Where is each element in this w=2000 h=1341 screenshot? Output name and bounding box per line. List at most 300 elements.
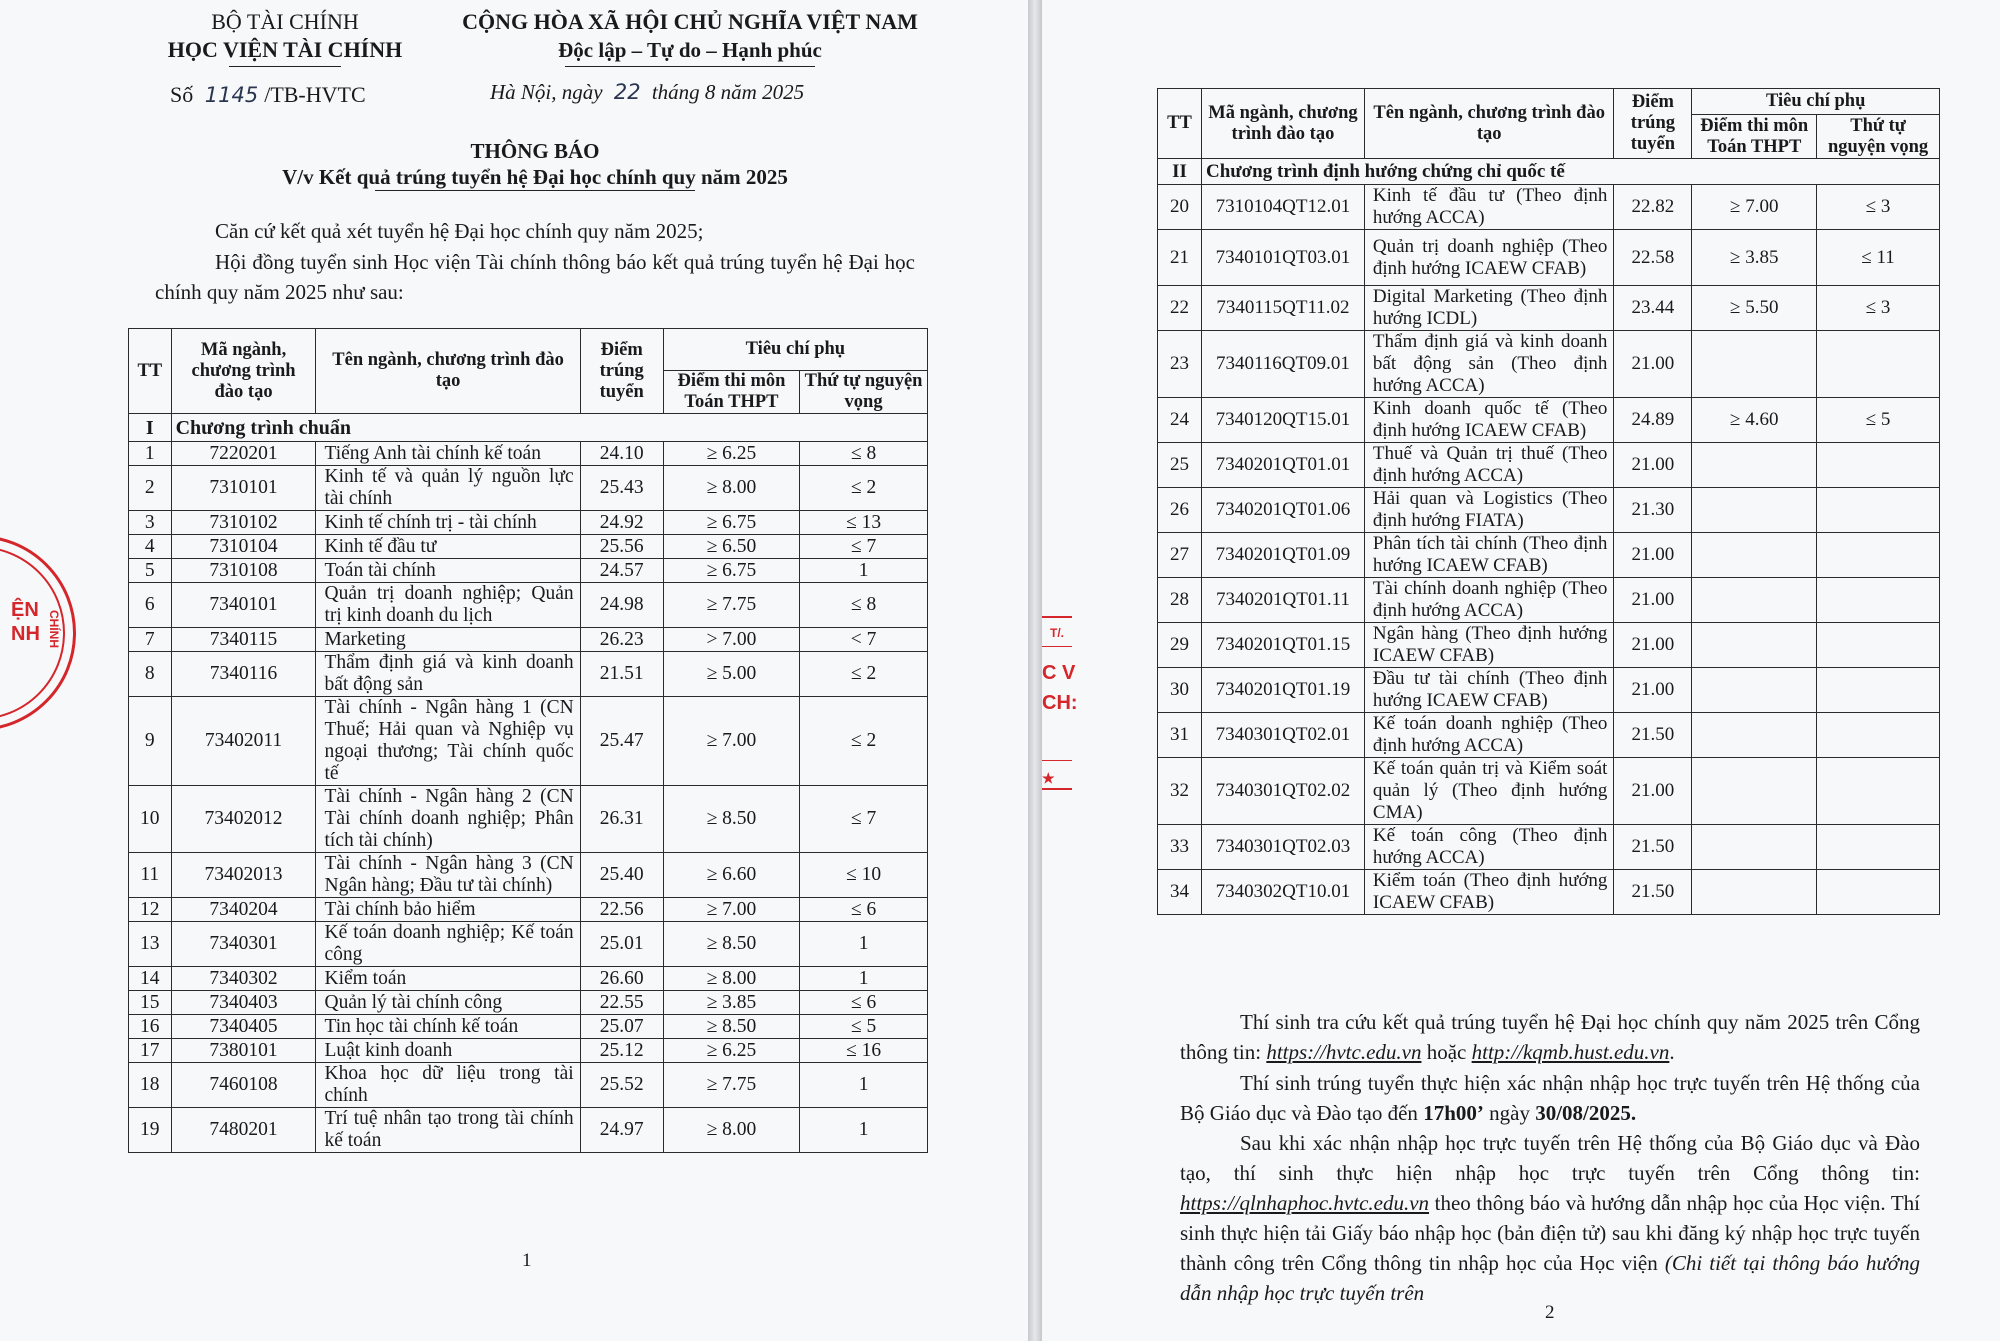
program-name: Kế toán quản trị và Kiểm soát quản lý (Theo định hướng CMA) [1364,758,1614,825]
priority-criterion [1817,578,1940,623]
stamp-ring-text: CHÍNH [47,610,61,648]
row-number: 5 [129,559,172,583]
program-name: Khoa học dữ liệu trong tài chính [316,1063,580,1108]
table-row [129,922,928,967]
program-name: Kinh tế và quản lý nguồn lực tài chính [316,466,580,511]
program-name: Kinh tế đầu tư (Theo định hướng ACCA) [1364,185,1614,230]
admission-score: 21.00 [1614,623,1692,668]
math-score-criterion [1692,623,1817,668]
priority-criterion: ≤ 10 [800,853,928,898]
enroll-text: Sau khi xác nhận nhập học trực tuyến trên Hệ thống của Bộ Giáo dục và Đào tạo, thí sinh thực hiện nhập học trực tuyến trên Cổng thông tin: [1180,1131,1920,1185]
program-name: Quản lý tài chính công [316,991,580,1015]
table-row [1158,286,1940,331]
table-row [129,628,928,652]
priority-criterion: ≤ 16 [800,1039,928,1063]
paragraph-basis: Căn cứ kết quả xét tuyển hệ Đại học chính quy năm 2025; [215,219,704,243]
admission-score: 21.00 [1614,578,1692,623]
admission-score: 25.12 [580,1039,663,1063]
math-score-criterion: ≥ 6.25 [663,1039,799,1063]
priority-criterion: 1 [800,559,928,583]
math-score-criterion: ≥ 8.00 [663,1108,799,1153]
program-name: Thẩm định giá và kinh doanh bất động sản [316,652,580,697]
math-score-criterion: ≥ 8.00 [663,466,799,511]
row-number: 25 [1158,443,1202,488]
priority-criterion [1817,825,1940,870]
row-number: 2 [129,466,172,511]
or-text: hoặc [1426,1040,1467,1064]
admission-score: 21.51 [580,652,663,697]
admission-score: 25.43 [580,466,663,511]
math-score-criterion [1692,758,1817,825]
admission-score: 21.30 [1614,488,1692,533]
program-code: 7340120QT15.01 [1201,398,1364,443]
admission-score: 25.52 [580,1063,663,1108]
row-number: 6 [129,583,172,628]
row-number: 11 [129,853,172,898]
row-number: 10 [129,786,172,853]
program-code: 7340101QT03.01 [1201,230,1364,286]
program-code: 7340301QT02.01 [1201,713,1364,758]
table-row [1158,713,1940,758]
program-code: 7310102 [171,511,316,535]
priority-criterion [1817,870,1940,915]
admission-score: 21.50 [1614,713,1692,758]
program-name: Digital Marketing (Theo định hướng ICDL) [1364,286,1614,331]
table-row [129,442,928,466]
row-number: 27 [1158,533,1202,578]
math-score-criterion: ≥ 4.60 [1692,398,1817,443]
table-row [1158,758,1940,825]
program-name: Trí tuệ nhân tạo trong tài chính kế toán [316,1108,580,1153]
admission-score: 25.01 [580,922,663,967]
program-code: 7340301QT02.02 [1201,758,1364,825]
table-row [129,786,928,853]
page-number: 2 [1545,1302,1555,1323]
math-score-criterion: ≥ 6.25 [663,442,799,466]
priority-criterion: ≤ 7 [800,535,928,559]
math-score-criterion [1692,668,1817,713]
academy-name: HỌC VIỆN TÀI CHÍNH [167,37,403,62]
header-tt: TT [129,329,172,414]
math-score-criterion: ≥ 5.00 [663,652,799,697]
row-number: 20 [1158,185,1202,230]
program-name: Kiểm toán [316,967,580,991]
admission-score: 24.98 [580,583,663,628]
priority-criterion: ≤ 3 [1817,185,1940,230]
priority-criterion: ≤ 7 [800,786,928,853]
program-code: 7340301 [171,922,316,967]
table-row [129,466,928,511]
math-score-criterion: ≥ 3.85 [663,991,799,1015]
admission-score: 23.44 [1614,286,1692,331]
math-score-criterion: ≥ 8.00 [663,967,799,991]
header-code: Mã ngành, chương trình đào tạo [171,329,316,414]
program-code: 7310104QT12.01 [1201,185,1364,230]
priority-criterion: ≤ 2 [800,697,928,786]
table-row [1158,825,1940,870]
priority-criterion [1817,533,1940,578]
link-kqmb[interactable]: http://kqmb.hust.edu.vn [1471,1040,1670,1064]
program-code: 7340302 [171,967,316,991]
table-row [1158,443,1940,488]
day-word: ngày [1489,1101,1530,1125]
row-number: 15 [129,991,172,1015]
math-score-criterion [1692,825,1817,870]
admission-score: 25.47 [580,697,663,786]
program-code: 73402012 [171,786,316,853]
admission-score: 24.10 [580,442,663,466]
doc-number-prefix: Số [170,82,194,107]
program-name: Phân tích tài chính (Theo định hướng ICAEW CFAB) [1364,533,1614,578]
link-hvtc[interactable]: https://hvtc.edu.vn [1266,1040,1422,1064]
enroll-italic-note: (Chi tiết tại thông báo hướng dẫn nhập học trực tuyến trên [1180,1251,1921,1305]
header-secondary: Tiêu chí phụ [663,329,927,371]
row-number: 9 [129,697,172,786]
table-row [1158,533,1940,578]
row-number: 21 [1158,230,1202,286]
program-code: 7340301QT02.03 [1201,825,1364,870]
header-priority: Thứ tự nguyện vọng [1817,115,1940,159]
divider [375,190,695,191]
priority-criterion: ≤ 6 [800,991,928,1015]
page-number: 1 [522,1250,532,1271]
priority-criterion: ≤ 13 [800,511,928,535]
priority-criterion [1817,488,1940,533]
program-code: 7340201QT01.09 [1201,533,1364,578]
row-number: 26 [1158,488,1202,533]
program-code: 7340403 [171,991,316,1015]
priority-criterion [1817,668,1940,713]
math-score-criterion: ≥ 8.50 [663,1015,799,1039]
priority-criterion: ≤ 3 [1817,286,1940,331]
official-seal-stamp [0,535,76,731]
program-name: Toán tài chính [316,559,580,583]
program-name: Tài chính doanh nghiệp (Theo định hướng ACCA) [1364,578,1614,623]
program-name: Đầu tư tài chính (Theo định hướng ICAEW CFAB) [1364,668,1614,713]
row-number: 16 [129,1015,172,1039]
math-score-criterion: ≥ 6.60 [663,853,799,898]
row-number: 7 [129,628,172,652]
program-code: 7340302QT10.01 [1201,870,1364,915]
math-score-criterion: ≥ 8.50 [663,922,799,967]
admission-score: 21.50 [1614,825,1692,870]
table-row [129,991,928,1015]
national-motto: Độc lập – Tự do – Hạnh phúc [558,38,822,62]
program-name: Tài chính bảo hiểm [316,898,580,922]
math-score-criterion [1692,488,1817,533]
section-number: I [129,414,172,442]
table-row [129,697,928,786]
row-number: 28 [1158,578,1202,623]
admission-score: 21.00 [1614,331,1692,398]
admission-score: 24.92 [580,511,663,535]
program-name: Tài chính - Ngân hàng 1 (CN Thuế; Hải quan và Nghiệp vụ ngoại thương; Tài chính quốc tế [316,697,580,786]
program-name: Thuế và Quản trị thuế (Theo định hướng ACCA) [1364,443,1614,488]
table-row [129,559,928,583]
star-icon: ★ [1042,770,1055,786]
program-code: 7340201QT01.06 [1201,488,1364,533]
math-score-criterion: ≥ 7.00 [663,898,799,922]
table-row [1158,398,1940,443]
program-code: 7380101 [171,1039,316,1063]
header-name: Tên ngành, chương trình đào tạo [1364,89,1614,159]
program-code: 7340201QT01.19 [1201,668,1364,713]
row-number: 33 [1158,825,1202,870]
program-code: 73402013 [171,853,316,898]
program-code: 7340116QT09.01 [1201,331,1364,398]
priority-criterion: ≤ 11 [1817,230,1940,286]
admission-score: 25.07 [580,1015,663,1039]
admission-score: 25.56 [580,535,663,559]
program-name: Tiếng Anh tài chính kế toán [316,442,580,466]
table-row [129,583,928,628]
priority-criterion: 1 [800,922,928,967]
deadline-time: 17h00’ [1423,1101,1484,1125]
program-name: Kinh tế chính trị - tài chính [316,511,580,535]
divider [229,66,341,67]
deadline-date: 30/08/2025. [1535,1101,1637,1125]
table-row [1158,578,1940,623]
program-code: 7340201QT01.15 [1201,623,1364,668]
program-code: 7340115 [171,628,316,652]
table-row [1158,331,1940,398]
stamp-text: ỆN NH [11,599,40,645]
math-score-criterion: ≥ 8.50 [663,786,799,853]
program-name: Quản trị doanh nghiệp (Theo định hướng ICAEW CFAB) [1364,230,1614,286]
ministry-name: BỘ TÀI CHÍNH [211,9,359,34]
program-name: Kế toán doanh nghiệp; Kế toán công [316,922,580,967]
program-code: 7340116 [171,652,316,697]
program-code: 7310108 [171,559,316,583]
paragraph-lookup: Thí sinh tra cứu kết quả trúng tuyển hệ Đại học chính quy năm 2025 trên Cổng thông tin: https://hvtc.edu.vn hoặc http://kqmb.hust.edu.vn. [1180,1010,1920,1064]
section-label: Chương trình định hướng chứng chỉ quốc tế [1201,159,1939,185]
row-number: 17 [129,1039,172,1063]
header-secondary: Tiêu chí phụ [1692,89,1940,115]
table-row [129,511,928,535]
admission-score: 25.40 [580,853,663,898]
program-name: Kế toán doanh nghiệp (Theo định hướng ACCA) [1364,713,1614,758]
program-code: 7340101 [171,583,316,628]
math-score-criterion: ≥ 7.00 [1692,185,1817,230]
program-name: Thẩm định giá và kinh doanh bất động sản (Theo định hướng ACCA) [1364,331,1614,398]
program-name: Tài chính - Ngân hàng 3 (CN Ngân hàng; Đầu tư tài chính) [316,853,580,898]
lookup-text: Thí sinh tra cứu kết quả trúng tuyển hệ Đại học chính quy năm 2025 trên Cổng thông tin: [1180,1010,1920,1064]
table-row [1158,668,1940,713]
math-score-criterion: ≥ 7.75 [663,583,799,628]
header-tt: TT [1158,89,1202,159]
admission-score: 21.50 [1614,870,1692,915]
stamp-text: CH: [1042,692,1078,714]
confirm-text: Thí sinh trúng tuyển thực hiện xác nhận nhập học trực tuyến trên Hệ thống của Bộ Giáo dục và Đào tạo đến [1180,1071,1920,1125]
paragraph-announcement: Hội đồng tuyển sinh Học viện Tài chính thông báo kết quả trúng tuyển hệ Đại học chính quy năm 2025 như sau: [155,250,915,304]
header-priority: Thứ tự nguyện vọng [800,371,928,414]
table-row [1158,185,1940,230]
priority-criterion: ≤ 6 [800,898,928,922]
math-score-criterion [1692,533,1817,578]
table-row [129,1108,928,1153]
admission-score: 22.56 [580,898,663,922]
table-row [1158,488,1940,533]
priority-criterion: ≤ 2 [800,466,928,511]
program-code: 7340204 [171,898,316,922]
program-name: Ngân hàng (Theo định hướng ICAEW CFAB) [1364,623,1614,668]
row-number: 24 [1158,398,1202,443]
math-score-criterion: ≥ 6.75 [663,559,799,583]
program-name: Luật kinh doanh [316,1039,580,1063]
admission-score: 21.00 [1614,668,1692,713]
row-number: 32 [1158,758,1202,825]
admission-score: 21.00 [1614,533,1692,578]
table-row [129,967,928,991]
header-code: Mã ngành, chương trình đào tạo [1201,89,1364,159]
section-label: Chương trình chuẩn [171,414,927,442]
row-number: 12 [129,898,172,922]
row-number: 4 [129,535,172,559]
row-number: 18 [129,1063,172,1108]
row-number: 31 [1158,713,1202,758]
header-score: Điểm trúng tuyển [1614,89,1692,159]
math-score-criterion: ≥ 3.85 [1692,230,1817,286]
stamp-text: T/. [1050,626,1064,640]
notice-title-block [140,138,930,191]
row-number: 8 [129,652,172,697]
table-row [129,898,928,922]
math-score-criterion: ≥ 7.00 [663,697,799,786]
program-code: 7340405 [171,1015,316,1039]
seal-stamp-partial [1042,612,1082,792]
row-number: 14 [129,967,172,991]
program-name: Kiểm toán (Theo định hướng ICAEW CFAB) [1364,870,1614,915]
admission-score: 22.55 [580,991,663,1015]
admission-score: 26.60 [580,967,663,991]
table-row [1158,870,1940,915]
priority-criterion: ≤ 8 [800,442,928,466]
table-row [129,853,928,898]
header-name: Tên ngành, chương trình đào tạo [316,329,580,414]
priority-criterion [1817,623,1940,668]
row-number: 29 [1158,623,1202,668]
admission-score: 21.00 [1614,758,1692,825]
math-score-criterion [1692,331,1817,398]
math-score-criterion: ≥ 6.50 [663,535,799,559]
admission-score: 26.23 [580,628,663,652]
admission-score: 24.97 [580,1108,663,1153]
admission-score: 21.00 [1614,443,1692,488]
program-code: 7340201QT01.01 [1201,443,1364,488]
date-day-handwritten: 22 [613,80,641,104]
divider [565,66,815,67]
section-number: II [1158,159,1202,185]
math-score-criterion [1692,713,1817,758]
program-name: Kinh doanh quốc tế (Theo định hướng ICAEW CFAB) [1364,398,1614,443]
header-score: Điểm trúng tuyển [580,329,663,414]
program-name: Tài chính - Ngân hàng 2 (CN Tài chính doanh nghiệp; Phân tích tài chính) [316,786,580,853]
header-math: Điểm thi môn Toán THPT [663,371,799,414]
row-number: 13 [129,922,172,967]
priority-criterion: ≤ 5 [1817,398,1940,443]
row-number: 3 [129,511,172,535]
priority-criterion: 1 [800,1063,928,1108]
program-name: Kế toán công (Theo định hướng ACCA) [1364,825,1614,870]
notice-subject: V/v Kết quả trúng tuyển hệ Đại học chính quy năm 2025 [282,165,788,189]
math-score-criterion [1692,870,1817,915]
priority-criterion: 1 [800,1108,928,1153]
program-code: 7310101 [171,466,316,511]
admission-score: 22.58 [1614,230,1692,286]
table-row [129,535,928,559]
table-row [129,1063,928,1108]
results-table-2 [1157,88,1940,915]
national-title: CỘNG HÒA XÃ HỘI CHỦ NGHĨA VIỆT NAM [462,9,918,34]
math-score-criterion: ≥ 5.50 [1692,286,1817,331]
results-table-1 [128,328,928,1153]
row-number: 19 [129,1108,172,1153]
program-name: Tin học tài chính kế toán [316,1015,580,1039]
doc-number-suffix: /TB-HVTC [264,82,366,107]
row-number: 34 [1158,870,1202,915]
row-number: 22 [1158,286,1202,331]
program-code: 7220201 [171,442,316,466]
row-number: 1 [129,442,172,466]
math-score-criterion [1692,578,1817,623]
document-date [490,80,804,105]
notice-title: THÔNG BÁO [470,139,600,163]
table-row [129,1039,928,1063]
program-name: Hải quan và Logistics (Theo định hướng FIATA) [1364,488,1614,533]
enroll-text-2: theo thông báo và hướng dẫn nhập học của Học viện. Thí sinh thực hiện tải Giấy báo nhập học (bản điện tử) sau khi đăng ký nhập học trực tuyến thành công trên Cổng thông tin nhập học của Học viện [1180,1191,1920,1275]
priority-criterion [1817,443,1940,488]
admission-score: 24.57 [580,559,663,583]
document-number [170,82,366,108]
date-prefix: Hà Nội, ngày [490,80,603,104]
priority-criterion [1817,713,1940,758]
program-code: 7340115QT11.02 [1201,286,1364,331]
priority-criterion: ≤ 2 [800,652,928,697]
row-number: 30 [1158,668,1202,713]
stamp-text: C V [1042,662,1076,684]
issuer-block [140,8,430,67]
link-qlnhaphoc[interactable]: https://qlnhaphoc.hvtc.edu.vn [1180,1191,1430,1215]
program-code: 7340201QT01.11 [1201,578,1364,623]
priority-criterion: ≤ 5 [800,1015,928,1039]
math-score-criterion: > 7.00 [663,628,799,652]
program-code: 73402011 [171,697,316,786]
program-name: Marketing [316,628,580,652]
math-score-criterion: ≥ 7.75 [663,1063,799,1108]
program-name: Kinh tế đầu tư [316,535,580,559]
math-score-criterion: ≥ 6.75 [663,511,799,535]
table-row [1158,623,1940,668]
doc-number-handwritten: 1145 [204,83,259,107]
program-name: Quản trị doanh nghiệp; Quản trị kinh doanh du lịch [316,583,580,628]
page-gutter [1028,0,1042,1341]
admission-score: 26.31 [580,786,663,853]
date-suffix: tháng 8 năm 2025 [651,80,805,104]
priority-criterion [1817,331,1940,398]
priority-criterion: < 7 [800,628,928,652]
national-block [410,8,970,67]
admission-score: 24.89 [1614,398,1692,443]
table-row [1158,230,1940,286]
program-code: 7310104 [171,535,316,559]
priority-criterion [1817,758,1940,825]
admission-score: 22.82 [1614,185,1692,230]
priority-criterion: 1 [800,967,928,991]
header-math: Điểm thi môn Toán THPT [1692,115,1817,159]
table-row [129,652,928,697]
row-number: 23 [1158,331,1202,398]
program-code: 7480201 [171,1108,316,1153]
